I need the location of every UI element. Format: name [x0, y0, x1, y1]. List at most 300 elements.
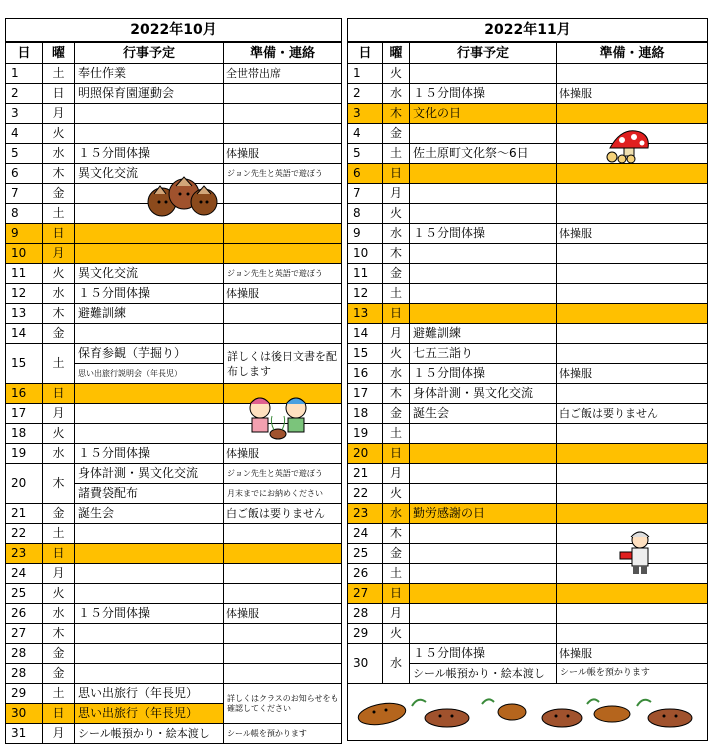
prep-cell	[557, 384, 708, 404]
event-cell	[410, 124, 557, 144]
weekday-cell: 水	[383, 504, 410, 524]
event-cell: 諸費袋配布	[75, 484, 224, 504]
event-cell	[410, 524, 557, 544]
day-cell: 18	[348, 404, 383, 424]
prep-cell	[557, 604, 708, 624]
event-cell: 思い出旅行（年長児）	[75, 704, 224, 724]
table-row	[348, 244, 708, 264]
prep-cell: ジョン先生と英語で遊ぼう	[224, 164, 342, 184]
weekday-cell: 土	[43, 344, 75, 384]
weekday-cell: 月	[43, 404, 75, 424]
prep-cell	[224, 564, 342, 584]
prep-cell	[557, 64, 708, 84]
weekday-cell: 金	[43, 324, 75, 344]
weekday-cell: 火	[43, 584, 75, 604]
event-cell	[410, 264, 557, 284]
weekday-cell: 土	[383, 144, 410, 164]
table-row	[6, 244, 342, 264]
event-cell	[75, 384, 224, 404]
prep-cell	[224, 524, 342, 544]
day-cell: 2	[348, 84, 383, 104]
day-cell: 21	[348, 464, 383, 484]
table-row	[348, 284, 708, 304]
day-cell: 7	[348, 184, 383, 204]
event-cell	[75, 644, 224, 664]
weekday-cell: 水	[43, 284, 75, 304]
event-cell: 異文化交流	[75, 164, 224, 184]
table-row	[6, 564, 342, 584]
event-cell	[410, 564, 557, 584]
prep-cell	[557, 264, 708, 284]
day-cell: 28	[348, 604, 383, 624]
event-cell: シール帳預かり・絵本渡し	[410, 664, 557, 684]
event-cell: １５分間体操	[75, 444, 224, 464]
weekday-cell: 火	[43, 124, 75, 144]
event-cell	[75, 104, 224, 124]
table-row	[6, 684, 342, 704]
table-row	[6, 124, 342, 144]
day-header: 日	[348, 42, 383, 64]
weekday-cell: 日	[43, 84, 75, 104]
table-row	[6, 224, 342, 244]
weekday-cell: 日	[43, 544, 75, 564]
weekday-cell: 金	[383, 264, 410, 284]
weekday-cell: 木	[43, 464, 75, 504]
prep-cell	[224, 644, 342, 664]
prep-header: 準備・連絡	[557, 42, 708, 64]
day-cell: 13	[6, 304, 43, 324]
day-cell: 3	[6, 104, 43, 124]
event-cell	[410, 424, 557, 444]
table-row	[348, 604, 708, 624]
event-cell	[75, 544, 224, 564]
day-cell: 10	[6, 244, 43, 264]
weekday-cell: 土	[43, 524, 75, 544]
table-row	[348, 444, 708, 464]
event-cell: 身体計測・異文化交流	[410, 384, 557, 404]
weekday-cell: 日	[43, 384, 75, 404]
event-cell: １５分間体操	[75, 284, 224, 304]
prep-cell	[224, 104, 342, 124]
prep-cell	[224, 244, 342, 264]
prep-cell: 白ご飯は要りません	[224, 504, 342, 524]
weekday-cell: 木	[383, 384, 410, 404]
event-cell	[75, 524, 224, 544]
day-cell: 8	[6, 204, 43, 224]
event-cell	[75, 244, 224, 264]
table-row	[6, 604, 342, 624]
event-cell: シール帳預かり・絵本渡し	[75, 724, 224, 744]
weekday-cell: 水	[383, 364, 410, 384]
november-title: 2022年11月	[348, 19, 708, 43]
weekday-cell: 月	[43, 724, 75, 744]
event-cell: 保育参観（芋掘り）	[75, 344, 224, 364]
weekday-cell: 月	[43, 564, 75, 584]
day-cell: 17	[348, 384, 383, 404]
event-cell	[410, 244, 557, 264]
day-cell: 13	[348, 304, 383, 324]
prep-cell	[557, 204, 708, 224]
prep-cell	[224, 204, 342, 224]
day-cell: 21	[6, 504, 43, 524]
weekday-cell: 土	[383, 284, 410, 304]
prep-cell: シール帳を預かります	[224, 724, 342, 744]
day-header: 日	[6, 42, 43, 64]
prep-cell: 体操服	[557, 364, 708, 384]
table-row	[6, 544, 342, 564]
day-cell: 28	[6, 644, 43, 664]
weekday-cell: 月	[383, 324, 410, 344]
event-cell: 誕生会	[75, 504, 224, 524]
table-row	[348, 424, 708, 444]
day-cell: 31	[6, 724, 43, 744]
weekday-cell: 水	[383, 84, 410, 104]
day-cell: 4	[6, 124, 43, 144]
weekday-cell: 月	[43, 244, 75, 264]
day-cell: 2	[6, 84, 43, 104]
table-row	[348, 224, 708, 244]
table-row	[6, 444, 342, 464]
day-cell: 20	[348, 444, 383, 464]
prep-cell	[224, 124, 342, 144]
day-cell: 17	[6, 404, 43, 424]
table-row	[348, 584, 708, 604]
weekday-header: 曜	[43, 42, 75, 64]
event-cell: 思い出旅行（年長児）	[75, 684, 224, 704]
prep-cell: 体操服	[557, 224, 708, 244]
table-row	[348, 304, 708, 324]
prep-cell: 詳しくは後日文書を配布します	[224, 344, 342, 384]
firefighter-illustration-icon	[618, 530, 658, 576]
day-cell: 19	[6, 444, 43, 464]
event-cell: 避難訓練	[75, 304, 224, 324]
event-cell	[410, 184, 557, 204]
weekday-cell: 日	[383, 584, 410, 604]
weekday-cell: 日	[43, 704, 75, 724]
day-cell: 15	[6, 344, 43, 384]
prep-cell	[224, 304, 342, 324]
prep-cell	[224, 584, 342, 604]
day-cell: 30	[348, 644, 383, 684]
weekday-cell: 金	[43, 664, 75, 684]
weekday-cell: 火	[43, 264, 75, 284]
table-row	[348, 104, 708, 124]
day-cell: 27	[348, 584, 383, 604]
table-row	[6, 524, 342, 544]
prep-cell: 詳しくはクラスのお知らせをも確認してください	[224, 684, 342, 724]
weekday-cell: 水	[43, 144, 75, 164]
event-cell: 勤労感謝の日	[410, 504, 557, 524]
weekday-cell: 火	[43, 424, 75, 444]
weekday-cell: 火	[383, 64, 410, 84]
prep-cell	[557, 504, 708, 524]
event-cell	[410, 164, 557, 184]
event-cell	[410, 584, 557, 604]
day-cell: 25	[6, 584, 43, 604]
prep-cell	[224, 324, 342, 344]
event-cell	[410, 64, 557, 84]
weekday-cell: 月	[383, 464, 410, 484]
day-cell: 3	[348, 104, 383, 124]
event-cell	[410, 284, 557, 304]
prep-header: 準備・連絡	[224, 42, 342, 64]
event-cell: 佐土原町文化祭～6日	[410, 144, 557, 164]
day-cell: 23	[6, 544, 43, 564]
day-cell: 1	[348, 64, 383, 84]
prep-cell	[557, 424, 708, 444]
prep-cell	[224, 184, 342, 204]
event-cell	[410, 604, 557, 624]
prep-cell: 体操服	[224, 284, 342, 304]
table-row	[6, 584, 342, 604]
weekday-cell: 木	[383, 524, 410, 544]
day-cell: 14	[348, 324, 383, 344]
day-cell: 22	[6, 524, 43, 544]
weekday-cell: 水	[383, 644, 410, 684]
event-cell	[410, 204, 557, 224]
event-cell: 異文化交流	[75, 264, 224, 284]
event-cell	[410, 484, 557, 504]
weekday-header: 曜	[383, 42, 410, 64]
table-row	[348, 184, 708, 204]
weekday-cell: 金	[383, 404, 410, 424]
prep-cell	[224, 224, 342, 244]
prep-cell	[557, 324, 708, 344]
day-cell: 26	[348, 564, 383, 584]
event-cell: 思い出旅行説明会（年長児）	[75, 364, 224, 384]
day-cell: 24	[6, 564, 43, 584]
day-cell: 5	[6, 144, 43, 164]
weekday-cell: 木	[43, 624, 75, 644]
chestnut-illustration-icon	[144, 172, 220, 220]
weekday-cell: 木	[383, 244, 410, 264]
weekday-cell: 月	[383, 184, 410, 204]
weekday-cell: 水	[43, 604, 75, 624]
event-cell: １５分間体操	[410, 84, 557, 104]
event-cell: 誕生会	[410, 404, 557, 424]
day-cell: 23	[348, 504, 383, 524]
prep-cell	[557, 584, 708, 604]
weekday-cell: 土	[383, 424, 410, 444]
event-cell	[75, 124, 224, 144]
prep-cell	[557, 624, 708, 644]
mushroom-illustration-icon	[604, 126, 654, 164]
day-cell: 11	[348, 264, 383, 284]
weekday-cell: 木	[43, 304, 75, 324]
day-cell: 12	[6, 284, 43, 304]
event-cell: 明照保育園運動会	[75, 84, 224, 104]
table-row	[6, 664, 342, 684]
prep-cell	[224, 84, 342, 104]
event-cell	[75, 584, 224, 604]
prep-cell	[557, 344, 708, 364]
table-row	[348, 624, 708, 644]
event-cell: １５分間体操	[410, 364, 557, 384]
event-cell	[75, 224, 224, 244]
event-cell: 身体計測・異文化交流	[75, 464, 224, 484]
table-row	[348, 64, 708, 84]
day-cell: 27	[6, 624, 43, 644]
day-cell: 12	[348, 284, 383, 304]
weekday-cell: 金	[43, 184, 75, 204]
event-cell: 避難訓練	[410, 324, 557, 344]
table-row	[6, 324, 342, 344]
table-row	[6, 304, 342, 324]
table-row	[6, 264, 342, 284]
table-row	[348, 504, 708, 524]
day-cell: 10	[348, 244, 383, 264]
table-row	[348, 364, 708, 384]
weekday-cell: 月	[383, 604, 410, 624]
prep-cell: 体操服	[557, 84, 708, 104]
prep-cell	[557, 284, 708, 304]
weekday-cell: 日	[383, 164, 410, 184]
event-cell	[75, 404, 224, 424]
weekday-cell: 金	[383, 544, 410, 564]
day-cell: 11	[6, 264, 43, 284]
potato-digging-children-icon	[240, 392, 320, 440]
day-cell: 26	[6, 604, 43, 624]
day-cell: 18	[6, 424, 43, 444]
day-cell: 7	[6, 184, 43, 204]
table-row	[348, 484, 708, 504]
weekday-cell: 火	[383, 344, 410, 364]
events-header: 行事予定	[75, 42, 224, 64]
event-cell: 七五三詣り	[410, 344, 557, 364]
event-cell: 文化の日	[410, 104, 557, 124]
october-title: 2022年10月	[6, 19, 342, 43]
table-row	[6, 284, 342, 304]
day-cell: 24	[348, 524, 383, 544]
event-cell: １５分間体操	[410, 644, 557, 664]
weekday-cell: 土	[43, 204, 75, 224]
day-cell: 20	[6, 464, 43, 504]
day-cell: 22	[348, 484, 383, 504]
event-cell	[75, 424, 224, 444]
day-cell: 6	[6, 164, 43, 184]
event-cell	[410, 464, 557, 484]
event-cell	[75, 664, 224, 684]
prep-cell: ジョン先生と英語で遊ぼう	[224, 464, 342, 484]
event-cell	[410, 444, 557, 464]
prep-cell: 体操服	[224, 444, 342, 464]
day-cell: 9	[348, 224, 383, 244]
day-cell: 16	[348, 364, 383, 384]
day-cell: 28	[6, 664, 43, 684]
prep-cell: 月末までにお納めください	[224, 484, 342, 504]
event-cell: １５分間体操	[75, 604, 224, 624]
weekday-cell: 土	[43, 64, 75, 84]
events-header: 行事予定	[410, 42, 557, 64]
table-row	[348, 264, 708, 284]
weekday-cell: 日	[383, 444, 410, 464]
weekday-cell: 火	[383, 624, 410, 644]
prep-cell: 白ご飯は要りません	[557, 404, 708, 424]
prep-cell	[557, 464, 708, 484]
day-cell: 29	[348, 624, 383, 644]
table-row	[348, 84, 708, 104]
day-cell: 16	[6, 384, 43, 404]
table-row	[348, 164, 708, 184]
day-cell: 8	[348, 204, 383, 224]
event-cell	[75, 324, 224, 344]
table-row	[6, 344, 342, 364]
event-cell	[410, 544, 557, 564]
day-cell: 29	[6, 684, 43, 704]
day-cell: 9	[6, 224, 43, 244]
prep-cell: 体操服	[224, 604, 342, 624]
prep-cell	[557, 244, 708, 264]
table-row	[6, 624, 342, 644]
prep-cell	[557, 304, 708, 324]
event-cell: １５分間体操	[410, 224, 557, 244]
table-row	[348, 464, 708, 484]
table-row	[348, 644, 708, 664]
day-cell: 6	[348, 164, 383, 184]
october-calendar	[5, 18, 342, 744]
table-row	[6, 104, 342, 124]
prep-cell	[557, 164, 708, 184]
day-cell: 1	[6, 64, 43, 84]
weekday-cell: 木	[43, 164, 75, 184]
table-row	[6, 144, 342, 164]
prep-cell	[224, 544, 342, 564]
weekday-cell: 金	[43, 504, 75, 524]
prep-cell	[557, 184, 708, 204]
weekday-cell: 日	[43, 224, 75, 244]
table-row	[348, 344, 708, 364]
table-row	[6, 724, 342, 744]
prep-cell	[557, 104, 708, 124]
weekday-cell: 火	[383, 484, 410, 504]
event-cell	[410, 304, 557, 324]
weekday-cell: 土	[383, 564, 410, 584]
weekday-cell: 木	[383, 104, 410, 124]
day-cell: 30	[6, 704, 43, 724]
sweet-potatoes-illustration-icon	[352, 692, 702, 734]
table-row	[348, 324, 708, 344]
table-row	[6, 464, 342, 484]
prep-cell: 全世帯出席	[224, 64, 342, 84]
prep-cell: 体操服	[557, 644, 708, 664]
day-cell: 15	[348, 344, 383, 364]
table-row	[6, 504, 342, 524]
weekday-cell: 日	[383, 304, 410, 324]
day-cell: 14	[6, 324, 43, 344]
event-cell: １５分間体操	[75, 144, 224, 164]
table-row	[348, 384, 708, 404]
weekday-cell: 土	[43, 684, 75, 704]
prep-cell: 体操服	[224, 144, 342, 164]
table-row	[6, 64, 342, 84]
day-cell: 5	[348, 144, 383, 164]
prep-cell	[224, 664, 342, 684]
weekday-cell: 水	[383, 224, 410, 244]
day-cell: 19	[348, 424, 383, 444]
event-cell	[410, 624, 557, 644]
weekday-cell: 火	[383, 204, 410, 224]
event-cell: 奉仕作業	[75, 64, 224, 84]
weekday-cell: 月	[43, 104, 75, 124]
table-row	[348, 404, 708, 424]
event-cell	[75, 624, 224, 644]
weekday-cell: 金	[43, 644, 75, 664]
prep-cell	[224, 624, 342, 644]
prep-cell	[557, 484, 708, 504]
prep-cell	[557, 444, 708, 464]
day-cell: 25	[348, 544, 383, 564]
prep-cell: シール帳を預かります	[557, 664, 708, 684]
